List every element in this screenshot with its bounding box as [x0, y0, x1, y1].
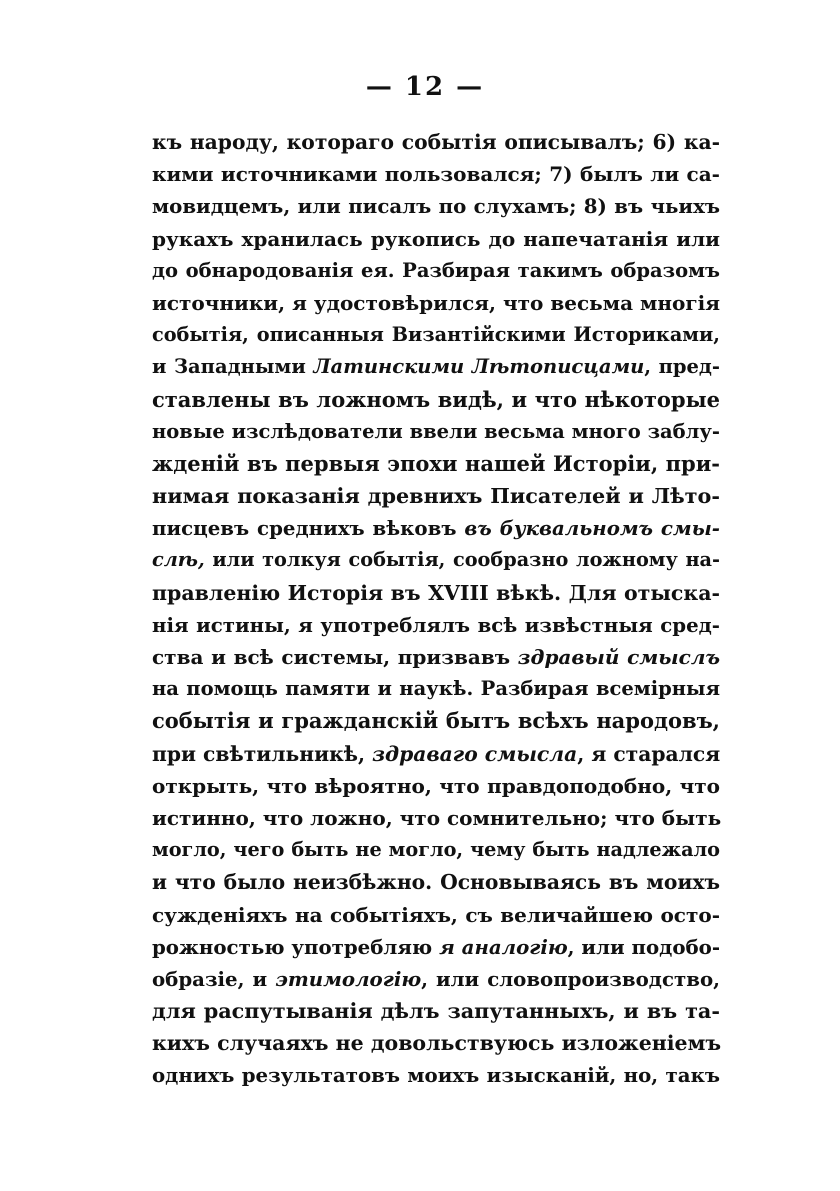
text-line: [152, 866, 720, 898]
text-segment: , я старался: [577, 741, 721, 766]
text-segment: для распутыванія дѣлъ запутанныхъ, и въ та-: [152, 999, 720, 1024]
text-segment: правленію Исторія въ XVIII вѣкѣ. Для отыска-: [152, 580, 720, 605]
text-line: [152, 319, 720, 351]
text-line: [152, 931, 720, 963]
text-segment: кими источниками пользовался; 7) былъ ли са-: [152, 162, 720, 187]
text-segment: истинно, что ложно, что сомнительно; что быть: [152, 805, 722, 830]
text-segment: , или подобо-: [567, 934, 721, 959]
text-segment: событія и гражданскій бытъ всѣхъ народовъ,: [152, 708, 720, 734]
italic-text: этимологію: [275, 966, 422, 991]
text-segment: и Западными: [152, 355, 314, 379]
text-line: [152, 673, 720, 705]
text-segment: кихъ случаяхъ не довольствуюсь изложеніемъ: [152, 1031, 722, 1056]
text-line: [152, 544, 720, 576]
text-line: [152, 963, 720, 995]
text-segment: ставлены въ ложномъ видѣ, и что нѣкоторые: [152, 386, 720, 412]
text-segment: и что было неизбѣжно. Основываясь въ моихъ: [152, 870, 720, 895]
text-segment: къ народу, котораго событія описывалъ; 6) ка-: [152, 130, 720, 154]
italic-text: въ буквальномъ смы-: [464, 516, 720, 541]
text-segment: нія истины, я употреблялъ всѣ извѣстныя сред-: [152, 612, 720, 637]
italic-text: я аналогію: [439, 934, 568, 959]
text-segment: или толкуя событія, сообразно ложному на-: [204, 548, 720, 572]
text-segment: однихъ результатовъ моихъ изысканій, но, такъ: [152, 1063, 720, 1088]
text-segment: ства и всѣ системы, призвавъ: [152, 645, 518, 669]
text-segment: источники, я удостовѣрился, что весьма многія: [152, 290, 720, 315]
text-line: [152, 802, 720, 834]
text-line: [152, 770, 720, 802]
text-line: [152, 190, 720, 222]
text-line: [152, 609, 720, 641]
italic-text: здраваго смысла: [372, 741, 578, 766]
text-line: [152, 384, 720, 416]
text-segment: событія, описанныя Византійскими Историками,: [152, 323, 720, 347]
text-line: [152, 577, 720, 609]
text-line: [152, 351, 720, 383]
body-text: [152, 126, 720, 1092]
text-segment: могло, чего быть не могло, чему быть надлежало: [152, 838, 720, 862]
text-segment: нимая показанія древнихъ Писателей и Лѣто-: [152, 484, 720, 509]
text-line: [152, 1059, 720, 1091]
text-line: [152, 995, 720, 1027]
text-segment: открыть, что вѣроятно, что правдоподобно, что: [152, 773, 720, 798]
text-segment: на помощь памяти и наукѣ. Разбирая всемірныя: [152, 677, 720, 701]
text-segment: до обнародованія ея. Разбирая такимъ образомъ: [152, 258, 720, 282]
text-segment: , пред-: [644, 355, 720, 379]
text-line: [152, 287, 720, 319]
text-line: [152, 416, 720, 448]
text-segment: жденій въ первыя эпохи нашей Исторіи, при-: [152, 450, 720, 476]
text-segment: , или словопроизводство,: [421, 966, 720, 991]
text-line: [152, 255, 720, 287]
text-line: [152, 448, 720, 480]
text-segment: сужденіяхъ на событіяхъ, съ величайшею осто-: [152, 902, 720, 927]
text-line: [152, 158, 720, 190]
text-segment: мовидцемъ, или писалъ по слухамъ; 8) въ чьихъ: [152, 194, 720, 219]
text-line: [152, 223, 720, 255]
text-segment: при свѣтильникѣ,: [152, 741, 373, 766]
italic-text: Латинскими Лѣтописцами: [313, 355, 645, 379]
text-line: [152, 738, 720, 770]
text-segment: рожностью употребляю: [152, 934, 440, 959]
italic-text: здравый смыслъ: [517, 645, 720, 669]
text-segment: новые изслѣдователи ввели весьма много заблу-: [152, 419, 720, 443]
italic-text: слѣ,: [152, 548, 205, 572]
text-segment: рукахъ хранилась рукопись до напечатанія или: [152, 226, 720, 251]
text-segment: писцевъ среднихъ вѣковъ: [152, 516, 465, 541]
text-line: [152, 1027, 720, 1059]
text-line: [152, 126, 720, 158]
text-line: [152, 641, 720, 673]
text-segment: образіе, и: [152, 966, 276, 991]
text-line: [152, 705, 720, 737]
text-line: [152, 834, 720, 866]
text-line: [152, 899, 720, 931]
page-number: — 12 —: [365, 72, 485, 102]
text-line: [152, 480, 720, 512]
text-line: [152, 512, 720, 544]
